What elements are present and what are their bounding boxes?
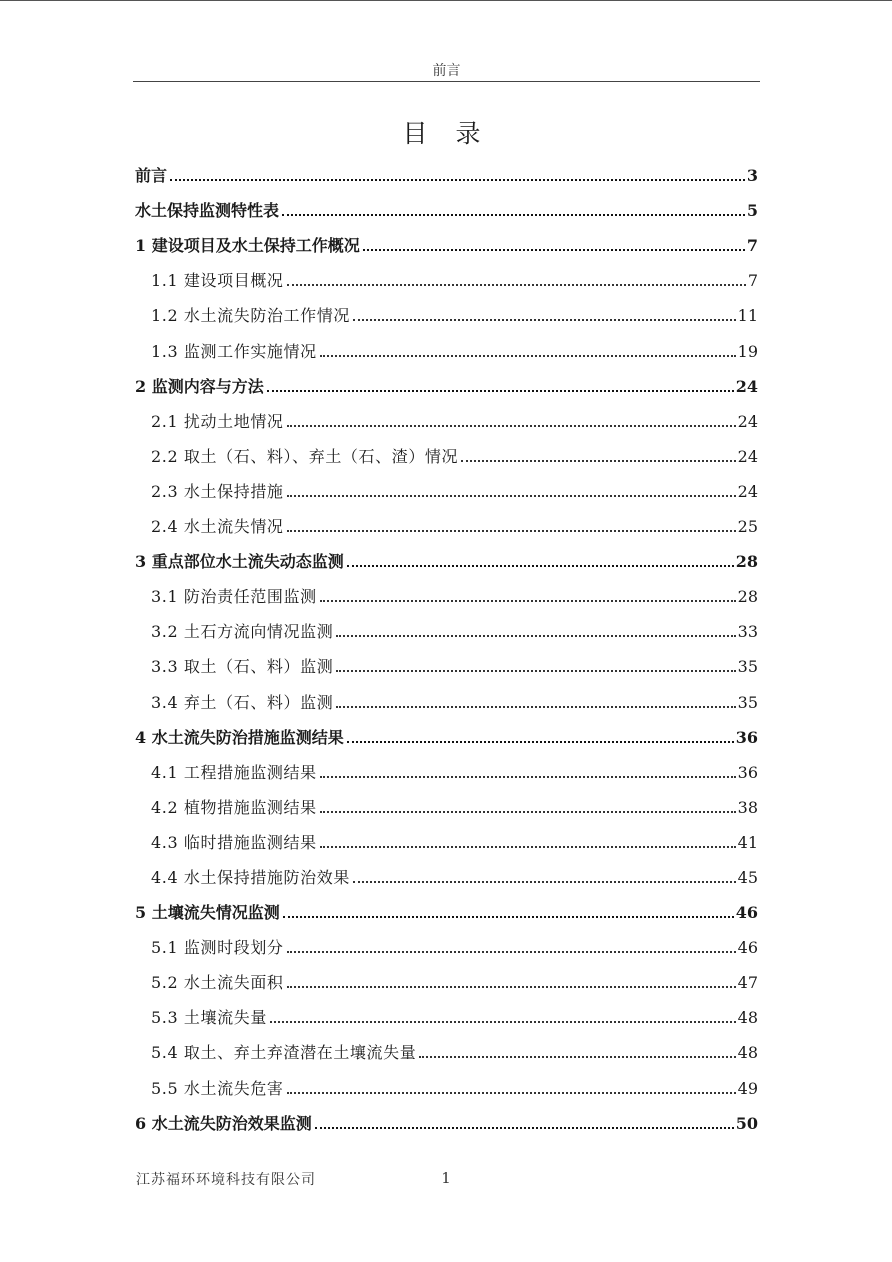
- toc-entry-page-number: 35: [737, 657, 758, 677]
- toc-entry[interactable]: [135, 611, 758, 646]
- toc-entry-page-number: 5: [746, 201, 758, 221]
- toc-entry-page-number: 25: [737, 517, 758, 537]
- toc-entry-label: 6 水土流失防治效果监测: [135, 1113, 312, 1133]
- toc-entry-label: 3.2 土石方流向情况监测: [151, 622, 334, 642]
- toc-entry[interactable]: [135, 541, 758, 576]
- toc-dot-leader: [353, 881, 736, 883]
- toc-entry-label: 5.2 水土流失面积: [151, 973, 284, 993]
- toc-entry-page-number: 35: [737, 692, 758, 712]
- toc-entry[interactable]: [135, 962, 758, 997]
- toc-entry[interactable]: [135, 717, 758, 752]
- toc-entry-label: 1.3 监测工作实施情况: [151, 341, 317, 361]
- toc-dot-leader: [347, 741, 734, 743]
- toc-dot-leader: [287, 495, 736, 497]
- toc-entry[interactable]: [135, 892, 758, 927]
- toc-entry-label: 4.3 临时措施监测结果: [151, 832, 317, 852]
- toc-entry[interactable]: [135, 260, 758, 295]
- toc-dot-leader: [363, 249, 745, 251]
- toc-entry[interactable]: [135, 822, 758, 857]
- toc-entry-label: 4.2 植物措施监测结果: [151, 797, 317, 817]
- toc-entry[interactable]: [135, 787, 758, 822]
- toc-dot-leader: [287, 425, 736, 427]
- toc-entry-label: 水土保持监测特性表: [135, 201, 280, 221]
- toc-entry-page-number: 11: [737, 306, 758, 326]
- toc-entry[interactable]: [135, 155, 758, 190]
- toc-entry-label: 前言: [135, 166, 168, 186]
- toc-entry[interactable]: [135, 576, 758, 611]
- toc-entry-page-number: 41: [737, 832, 758, 852]
- toc-entry[interactable]: [135, 401, 758, 436]
- toc-entry-page-number: 24: [737, 446, 758, 466]
- toc-dot-leader: [287, 986, 736, 988]
- toc-entry[interactable]: [135, 681, 758, 716]
- toc-entry-page-number: 3: [746, 166, 758, 186]
- toc-entry[interactable]: [135, 295, 758, 330]
- toc-entry-page-number: 48: [737, 1043, 758, 1063]
- toc-dot-leader: [287, 1092, 736, 1094]
- toc-entry-page-number: 24: [737, 481, 758, 501]
- toc-entry-page-number: 50: [735, 1113, 758, 1133]
- toc-entry-page-number: 48: [737, 1008, 758, 1028]
- toc-entry[interactable]: [135, 225, 758, 260]
- toc-dot-leader: [283, 916, 734, 918]
- toc-entry-label: 3.3 取土（石、料）监测: [151, 657, 334, 677]
- toc-entry-label: 2.4 水土流失情况: [151, 517, 284, 537]
- toc-entry-page-number: 28: [737, 587, 758, 607]
- table-of-contents: [135, 155, 758, 1138]
- toc-entry-label: 4 水土流失防治措施监测结果: [135, 727, 344, 747]
- toc-entry-page-number: 7: [747, 271, 758, 291]
- toc-entry[interactable]: [135, 330, 758, 365]
- toc-entry[interactable]: [135, 1067, 758, 1102]
- toc-dot-leader: [347, 565, 734, 567]
- toc-dot-leader: [315, 1127, 734, 1129]
- toc-entry[interactable]: [135, 506, 758, 541]
- toc-entry-label: 5.4 取土、弃土弃渣潜在土壤流失量: [151, 1043, 417, 1063]
- header-rule: [133, 81, 760, 82]
- toc-entry-page-number: 45: [737, 867, 758, 887]
- toc-entry-label: 2.1 扰动土地情况: [151, 411, 284, 431]
- toc-dot-leader: [461, 460, 736, 462]
- toc-entry-label: 2.2 取土（石、料）、弃土（石、渣）情况: [151, 446, 459, 466]
- toc-dot-leader: [336, 670, 735, 672]
- toc-dot-leader: [336, 706, 735, 708]
- toc-entry-label: 1 建设项目及水土保持工作概况: [135, 236, 360, 256]
- toc-entry[interactable]: [135, 1032, 758, 1067]
- toc-entry[interactable]: [135, 997, 758, 1032]
- toc-dot-leader: [287, 530, 736, 532]
- footer-company-name: 江苏福环环境科技有限公司: [136, 1172, 316, 1188]
- toc-entry-page-number: 7: [746, 236, 758, 256]
- toc-entry-page-number: 36: [735, 727, 758, 747]
- toc-entry-label: 1.1 建设项目概况: [151, 271, 284, 291]
- toc-dot-leader: [320, 846, 736, 848]
- toc-entry[interactable]: [135, 646, 758, 681]
- toc-entry-label: 5 土壤流失情况监测: [135, 903, 280, 923]
- toc-entry-page-number: 38: [737, 797, 758, 817]
- toc-entry[interactable]: [135, 927, 758, 962]
- toc-entry-page-number: 19: [737, 341, 758, 361]
- toc-dot-leader: [419, 1056, 735, 1058]
- toc-entry-page-number: 24: [737, 411, 758, 431]
- running-header: 前言: [432, 63, 461, 79]
- toc-entry-label: 5.1 监测时段划分: [151, 938, 284, 958]
- toc-dot-leader: [287, 284, 746, 286]
- toc-entry-label: 1.2 水土流失防治工作情况: [151, 306, 350, 326]
- toc-entry-page-number: 24: [735, 376, 758, 396]
- toc-dot-leader: [170, 179, 745, 181]
- toc-entry-label: 3.4 弃土（石、料）监测: [151, 692, 334, 712]
- toc-entry-label: 4.4 水土保持措施防治效果: [151, 867, 350, 887]
- toc-dot-leader: [320, 600, 736, 602]
- toc-entry-label: 2.3 水土保持措施: [151, 481, 284, 501]
- toc-entry[interactable]: [135, 1103, 758, 1138]
- toc-entry[interactable]: [135, 436, 758, 471]
- toc-entry-label: 5.5 水土流失危害: [151, 1078, 284, 1098]
- toc-dot-leader: [320, 776, 736, 778]
- toc-dot-leader: [267, 390, 734, 392]
- toc-entry-label: 2 监测内容与方法: [135, 376, 264, 396]
- toc-entry[interactable]: [135, 752, 758, 787]
- toc-entry-page-number: 33: [737, 622, 758, 642]
- toc-dot-leader: [320, 811, 736, 813]
- toc-dot-leader: [353, 319, 736, 321]
- toc-dot-leader: [282, 214, 745, 216]
- toc-entry-label: 5.3 土壤流失量: [151, 1008, 267, 1028]
- footer-page-number: 1: [441, 1169, 451, 1187]
- toc-dot-leader: [320, 355, 736, 357]
- toc-dot-leader: [287, 951, 736, 953]
- toc-entry-label: 3 重点部位水土流失动态监测: [135, 552, 344, 572]
- toc-entry-page-number: 36: [737, 762, 758, 782]
- toc-entry[interactable]: [135, 366, 758, 401]
- toc-entry-page-number: 47: [737, 973, 758, 993]
- page-top-border: [0, 0, 892, 1]
- toc-dot-leader: [336, 635, 735, 637]
- toc-entry-page-number: 49: [737, 1078, 758, 1098]
- toc-entry-label: 4.1 工程措施监测结果: [151, 762, 317, 782]
- toc-dot-leader: [270, 1021, 736, 1023]
- toc-entry-page-number: 46: [735, 903, 758, 923]
- toc-entry[interactable]: [135, 471, 758, 506]
- toc-entry-page-number: 46: [737, 938, 758, 958]
- toc-entry-label: 3.1 防治责任范围监测: [151, 587, 317, 607]
- toc-title: 目 录: [402, 119, 491, 148]
- toc-entry[interactable]: [135, 857, 758, 892]
- toc-entry[interactable]: [135, 190, 758, 225]
- toc-entry-page-number: 28: [735, 552, 758, 572]
